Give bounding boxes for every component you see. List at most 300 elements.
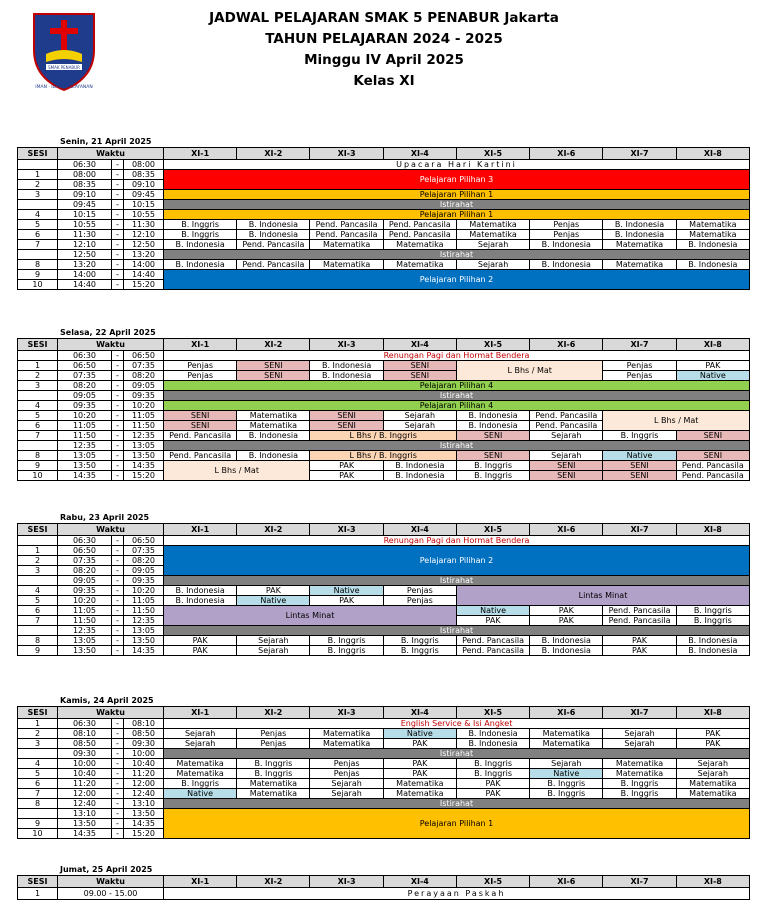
session-number: 7 [18,789,58,799]
subject-cell: Sejarah [530,451,603,461]
time-end: 13:50 [124,451,164,461]
time-separator: - [112,381,124,391]
session-number: 10 [18,829,58,839]
subject-cell: Sejarah [530,759,603,769]
time-end: 11:50 [124,421,164,431]
time-start: 08:10 [58,729,112,739]
time-separator: - [112,636,124,646]
session-number: 8 [18,260,58,270]
subject-cell: B. Indonesia [530,240,603,250]
subject-cell: Pend. Pancasila [164,431,237,441]
subject-cell: PAK [530,616,603,626]
session-number: 6 [18,421,58,431]
table-row [18,606,750,616]
subject-cell: PAK [603,636,676,646]
subject-cell: B. Indonesia [530,636,603,646]
subject-cell: SENI [603,461,676,471]
subject-cell: PAK [456,779,529,789]
time-start: 13:10 [58,809,112,819]
time-separator: - [112,260,124,270]
subject-cell: Sejarah [456,260,529,270]
subject-cell: B. Indonesia [603,220,676,230]
time-start: 14:40 [58,280,112,290]
subject-cell: B. Indonesia [164,586,237,596]
time-separator: - [112,230,124,240]
subject-cell: Native [676,371,749,381]
table-row [18,351,750,361]
subject-cell: Istirahat [164,626,750,636]
subject-cell: PAK [383,739,456,749]
session-number: 1 [18,361,58,371]
time-separator: - [112,250,124,260]
time-start: 13:05 [58,636,112,646]
class-header: XI-8 [676,148,749,160]
time-start: 09:10 [58,190,112,200]
class-header: XI-3 [310,876,383,888]
session-number: 9 [18,819,58,829]
subject-cell: SENI [383,371,456,381]
class-header: XI-2 [237,876,310,888]
subject-cell: Pend. Pancasila [383,230,456,240]
subject-cell: Istirahat [164,799,750,809]
time-separator: - [112,371,124,381]
subject-cell: B. Indonesia [310,361,383,371]
subject-cell: Penjas [603,371,676,381]
subject-cell: Renungan Pagi dan Hormat Bendera [164,351,750,361]
class-header: XI-6 [530,148,603,160]
subject-cell: B. Inggris [456,471,529,481]
subject-cell: SENI [383,361,456,371]
subject-cell: Native [383,729,456,739]
subject-cell: Pelajaran Pilihan 2 [164,270,750,290]
time-start: 14:35 [58,471,112,481]
subject-cell: Sejarah [603,739,676,749]
subject-cell: Sejarah [310,779,383,789]
subject-cell: Matematika [383,779,456,789]
title-line-4: Kelas XI [353,73,415,89]
subject-cell: B. Inggris [383,636,456,646]
class-header: XI-6 [530,339,603,351]
subject-cell: B. Inggris [310,646,383,656]
subject-cell: L Bhs / Mat [603,411,750,431]
time-start: 11:50 [58,431,112,441]
time-end: 12:00 [124,779,164,789]
time-start: 06:30 [58,160,112,170]
session-number [18,200,58,210]
subject-cell: Matematika [310,739,383,749]
subject-cell: Pend. Pancasila [603,606,676,616]
sesi-header: SESI [18,339,58,351]
class-header: XI-8 [676,339,749,351]
subject-cell: Sejarah [164,729,237,739]
timetable [17,875,750,900]
subject-cell: Istirahat [164,576,750,586]
subject-cell: SENI [603,471,676,481]
time-separator: - [112,719,124,729]
class-header: XI-7 [603,339,676,351]
table-row [18,170,750,180]
time-start: 06:50 [58,361,112,371]
class-header: XI-5 [456,707,529,719]
subject-cell: SENI [530,471,603,481]
session-number: 5 [18,220,58,230]
timetable [17,706,750,839]
time-end: 06:50 [124,351,164,361]
subject-cell: B. Indonesia [237,431,310,441]
subject-cell: Lintas Minat [164,606,457,626]
time-start: 09:05 [58,391,112,401]
time-end: 12:10 [124,230,164,240]
subject-cell: B. Indonesia [676,646,749,656]
timetable [17,523,750,656]
session-number: 10 [18,471,58,481]
time-separator: - [112,471,124,481]
class-header: XI-1 [164,707,237,719]
session-number [18,576,58,586]
header-row [18,339,750,351]
subject-cell: SENI [676,431,749,441]
session-number: 7 [18,240,58,250]
subject-cell: Penjas [237,729,310,739]
subject-cell: SENI [237,361,310,371]
time-separator: - [112,170,124,180]
subject-cell: Istirahat [164,749,750,759]
class-header: XI-3 [310,707,383,719]
time-start: 13:20 [58,260,112,270]
title-line-1: JADWAL PELAJARAN SMAK 5 PENABUR Jakarta [209,10,559,26]
time-start: 09:35 [58,586,112,596]
time-end: 09:05 [124,381,164,391]
session-number: 4 [18,401,58,411]
class-header: XI-6 [530,707,603,719]
table-row [18,210,750,220]
time-separator: - [112,556,124,566]
time-start: 11:05 [58,606,112,616]
time-end: 15:20 [124,471,164,481]
subject-cell: Matematika [237,411,310,421]
time-separator: - [112,391,124,401]
subject-cell: PAK [530,606,603,616]
subject-cell: PAK [164,646,237,656]
subject-cell: Pelajaran Pilihan 3 [164,170,750,190]
session-number: 4 [18,586,58,596]
subject-cell: B. Inggris [237,769,310,779]
subject-cell: Native [237,596,310,606]
time-end: 08:35 [124,170,164,180]
waktu-header: Waktu [58,524,164,536]
time-separator: - [112,160,124,170]
table-row [18,576,750,586]
subject-cell: Pelajaran Pilihan 1 [164,809,750,839]
time-start: 13:50 [58,819,112,829]
session-number: 2 [18,729,58,739]
time-end: 14:35 [124,461,164,471]
session-number: 5 [18,411,58,421]
subject-cell: Matematika [164,769,237,779]
table-row [18,546,750,556]
subject-cell: Sejarah [603,729,676,739]
subject-cell: Matematika [237,421,310,431]
subject-cell: B. Indonesia [456,739,529,749]
class-header: XI-1 [164,339,237,351]
session-number: 8 [18,451,58,461]
subject-cell: SENI [530,461,603,471]
time-end: 09:35 [124,576,164,586]
subject-cell: Perayaan Paskah [164,888,750,900]
subject-cell: Pelajaran Pilihan 1 [164,210,750,220]
session-number: 1 [18,719,58,729]
class-header: XI-8 [676,876,749,888]
subject-cell: Matematika [456,230,529,240]
subject-cell: PAK [164,636,237,646]
table-row [18,729,750,739]
subject-cell: Penjas [530,230,603,240]
session-number: 6 [18,230,58,240]
class-header: XI-7 [603,707,676,719]
time-start: 06:30 [58,536,112,546]
time-end: 08:00 [124,160,164,170]
table-row [18,160,750,170]
class-header: XI-5 [456,339,529,351]
subject-cell: B. Indonesia [237,220,310,230]
subject-cell: SENI [310,411,383,421]
subject-cell: Native [310,586,383,596]
time-end: 13:05 [124,441,164,451]
time-separator: - [112,616,124,626]
class-header: XI-8 [676,707,749,719]
subject-cell: L Bhs / Mat [456,361,602,381]
class-header: XI-7 [603,148,676,160]
time-separator: - [112,789,124,799]
time-start: 12:10 [58,240,112,250]
session-number [18,626,58,636]
subject-cell: B. Indonesia [310,371,383,381]
subject-cell: SENI [310,421,383,431]
time-separator: - [112,441,124,451]
subject-cell: B. Indonesia [676,636,749,646]
table-row [18,789,750,799]
class-header: XI-4 [383,339,456,351]
subject-cell: PAK [676,361,749,371]
subject-cell: PAK [383,769,456,779]
session-number: 8 [18,636,58,646]
title-line-3: Minggu IV April 2025 [304,52,464,68]
time-separator: - [112,361,124,371]
table-row [18,270,750,280]
subject-cell: Penjas [383,596,456,606]
table-row [18,441,750,451]
time-start: 10:00 [58,759,112,769]
time-end: 08:10 [124,719,164,729]
subject-cell: PAK [603,646,676,656]
subject-cell: Matematika [530,739,603,749]
subject-cell: Pelajaran Pilihan 2 [164,546,750,576]
time-separator: - [112,749,124,759]
time-end: 11:05 [124,411,164,421]
class-header: XI-4 [383,148,456,160]
subject-cell: Pend. Pancasila [164,451,237,461]
time-separator: - [112,431,124,441]
class-header: XI-1 [164,876,237,888]
subject-cell: Matematika [676,220,749,230]
subject-cell: Pend. Pancasila [310,230,383,240]
session-number: 2 [18,180,58,190]
session-number [18,536,58,546]
subject-cell: Native [603,451,676,461]
session-number: 3 [18,566,58,576]
time-start: 10:20 [58,411,112,421]
table-row [18,190,750,200]
session-number: 5 [18,596,58,606]
time-end: 11:20 [124,769,164,779]
subject-cell: Lintas Minat [456,586,749,606]
subject-cell: Penjas [530,220,603,230]
time-separator: - [112,819,124,829]
session-number [18,351,58,361]
day-label: Rabu, 23 April 2025 [60,513,150,522]
table-row [18,739,750,749]
time-end: 07:35 [124,361,164,371]
header-row [18,707,750,719]
time-range: 09.00 - 15.00 [58,888,164,900]
time-separator: - [112,769,124,779]
subject-cell: PAK [310,471,383,481]
table-row [18,391,750,401]
table-row [18,779,750,789]
time-end: 10:20 [124,586,164,596]
subject-cell: Matematika [676,779,749,789]
table-row [18,759,750,769]
time-separator: - [112,401,124,411]
time-end: 09:10 [124,180,164,190]
subject-cell: Pelajaran Pilihan 4 [164,401,750,411]
subject-cell: B. Indonesia [456,411,529,421]
time-end: 09:30 [124,739,164,749]
time-start: 09:45 [58,200,112,210]
session-number: 10 [18,280,58,290]
time-separator: - [112,240,124,250]
time-start: 06:30 [58,719,112,729]
time-separator: - [112,451,124,461]
time-separator: - [112,566,124,576]
time-start: 09:30 [58,749,112,759]
subject-cell: Penjas [383,586,456,596]
table-row [18,769,750,779]
subject-cell: Sejarah [237,636,310,646]
session-number: 1 [18,546,58,556]
class-header: XI-6 [530,524,603,536]
subject-cell: Pend. Pancasila [456,636,529,646]
waktu-header: Waktu [58,148,164,160]
subject-cell: English Service & Isi Angket [164,719,750,729]
subject-cell: B. Indonesia [164,596,237,606]
class-header: XI-2 [237,339,310,351]
session-number: 7 [18,616,58,626]
subject-cell: Matematika [310,729,383,739]
subject-cell: B. Indonesia [530,260,603,270]
subject-cell: Istirahat [164,441,750,451]
class-header: XI-5 [456,148,529,160]
time-end: 14:35 [124,646,164,656]
time-separator: - [112,351,124,361]
time-separator: - [112,190,124,200]
subject-cell: B. Indonesia [676,240,749,250]
time-separator: - [112,729,124,739]
session-number [18,160,58,170]
class-header: XI-1 [164,148,237,160]
class-header: XI-4 [383,707,456,719]
time-separator: - [112,200,124,210]
time-separator: - [112,779,124,789]
time-end: 09:35 [124,391,164,401]
time-start: 08:50 [58,739,112,749]
subject-cell: B. Inggris [310,636,383,646]
day-label: Selasa, 22 April 2025 [60,328,156,337]
subject-cell: B. Indonesia [456,421,529,431]
time-end: 08:20 [124,556,164,566]
subject-cell: B. Indonesia [164,260,237,270]
session-number [18,749,58,759]
time-separator: - [112,180,124,190]
subject-cell: B. Inggris [456,461,529,471]
subject-cell: Matematika [237,789,310,799]
subject-cell: SENI [676,451,749,461]
table-row [18,371,750,381]
subject-cell: B. Indonesia [603,230,676,240]
session-number: 8 [18,799,58,809]
subject-cell: Istirahat [164,200,750,210]
subject-cell: Matematika [676,230,749,240]
time-end: 12:35 [124,431,164,441]
subject-cell: B. Inggris [603,789,676,799]
subject-cell: Pend. Pancasila [603,616,676,626]
subject-cell: Pend. Pancasila [310,220,383,230]
subject-cell: Penjas [310,769,383,779]
session-number: 9 [18,461,58,471]
subject-cell: B. Indonesia [237,451,310,461]
table-row [18,411,750,421]
subject-cell: Matematika [603,769,676,779]
time-end: 10:40 [124,759,164,769]
time-separator: - [112,576,124,586]
table-row [18,381,750,391]
subject-cell: Matematika [603,759,676,769]
header-row [18,524,750,536]
waktu-header: Waktu [58,876,164,888]
time-separator: - [112,280,124,290]
time-end: 15:20 [124,280,164,290]
time-end: 11:50 [124,606,164,616]
subject-cell: B. Inggris [530,779,603,789]
subject-cell: Pend. Pancasila [530,421,603,431]
session-number: 1 [18,888,58,900]
subject-cell: PAK [383,759,456,769]
time-start: 07:35 [58,371,112,381]
time-start: 06:30 [58,351,112,361]
table-row [18,431,750,441]
table-row [18,230,750,240]
table-row [18,888,750,900]
time-end: 10:55 [124,210,164,220]
subject-cell: B. Inggris [676,606,749,616]
time-separator: - [112,421,124,431]
subject-cell: PAK [310,461,383,471]
class-header: XI-2 [237,707,310,719]
subject-cell: Matematika [603,260,676,270]
time-end: 12:40 [124,789,164,799]
subject-cell: Native [456,606,529,616]
logo-banner: SMAK PENABUR [48,65,80,70]
